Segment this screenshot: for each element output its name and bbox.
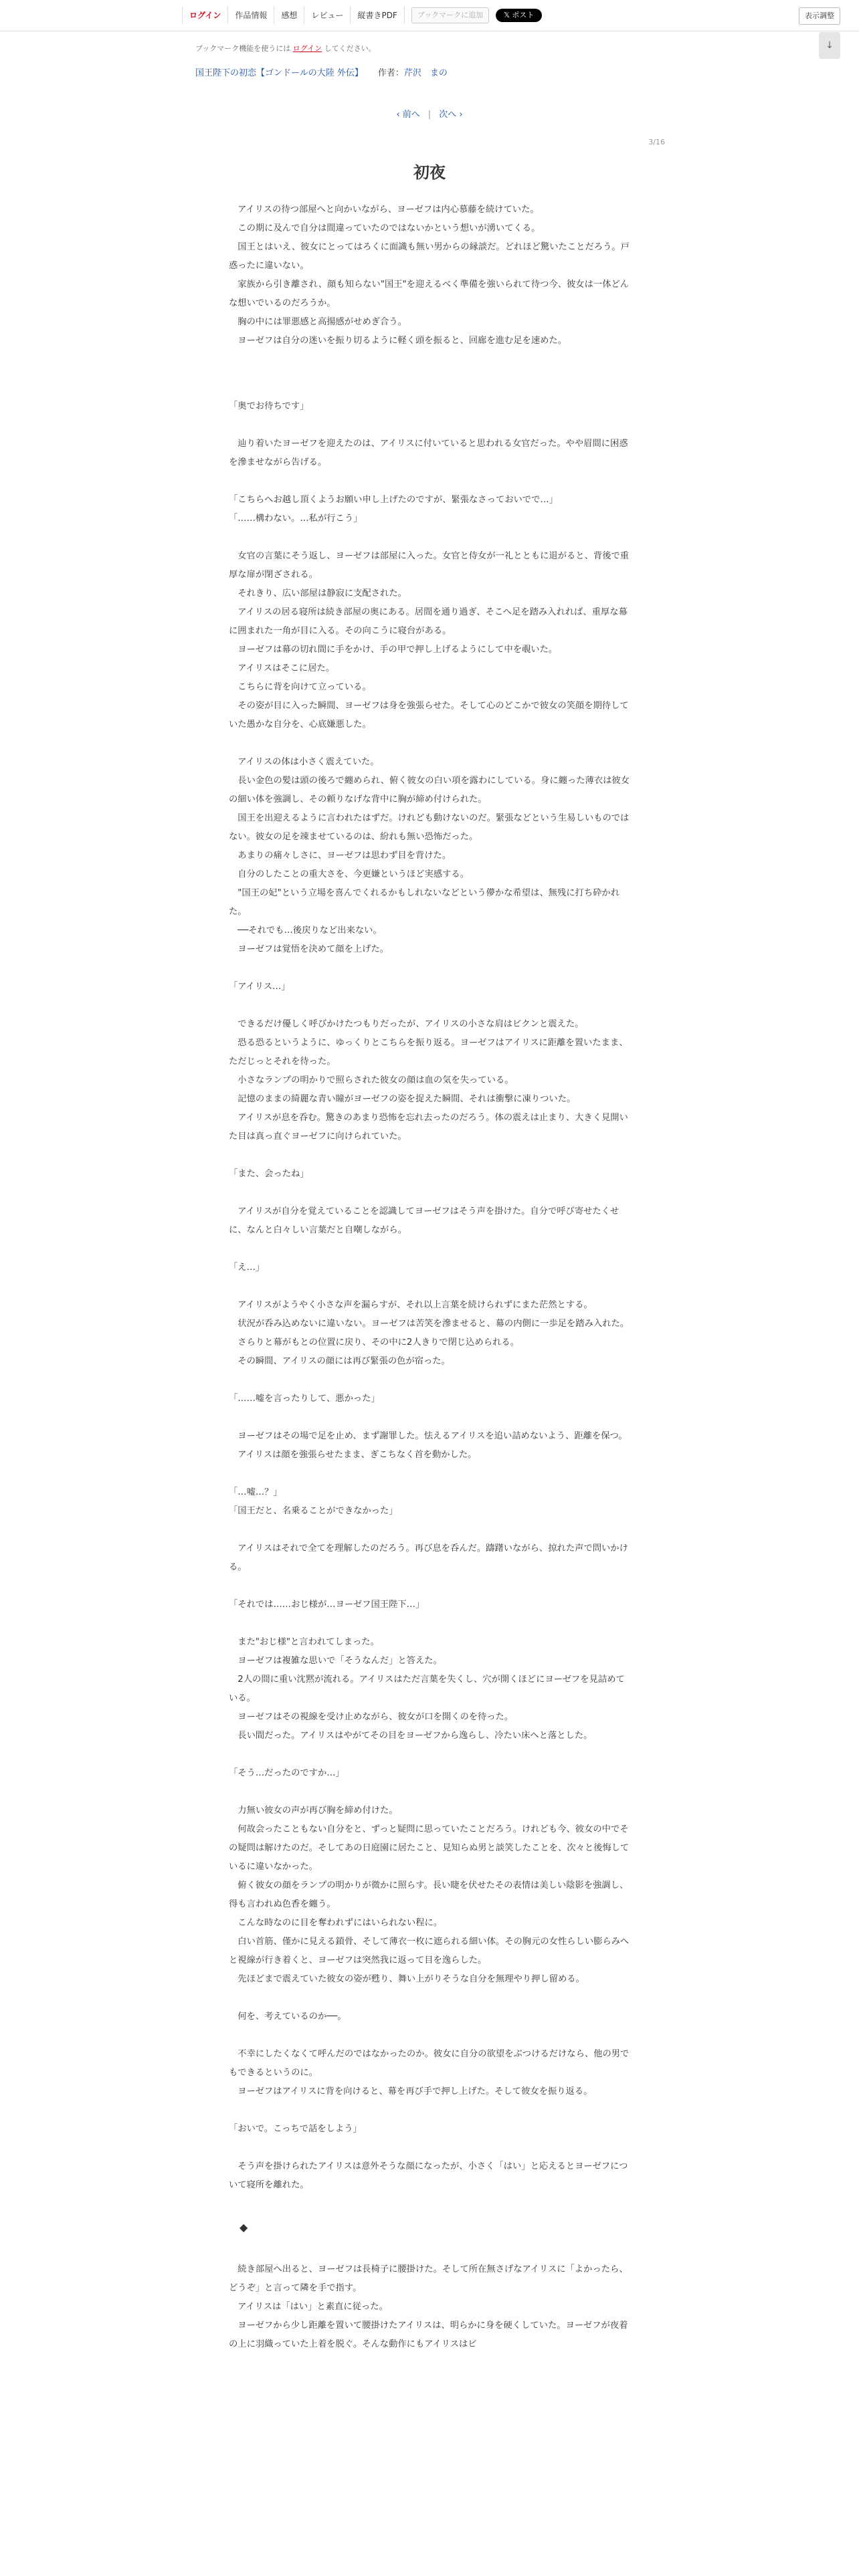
- paragraph: その瞬間、アイリスの顔には再び緊張の色が宿った。: [229, 1356, 450, 1366]
- paragraph: ヨーゼフから少し距離を置いて腰掛けたアイリスは、明らかに身を硬くしていた。ヨーゼフが夜着の上に羽織っていた上着を脱ぐ。そんな動作にもアイリスはビ: [229, 2321, 628, 2349]
- paragraph: 「……嘘を言ったりして、悪かった」: [229, 1394, 380, 1404]
- paragraph: ヨーゼフはアイリスに背を向けると、幕を再び手で押し上げた。そして彼女を振り返る。: [229, 2086, 593, 2097]
- paragraph: アイリスは「はい」と素直に従った。: [229, 2302, 388, 2312]
- paragraph: 辿り着いたヨーゼフを迎えたのは、アイリスに付いていると思われる女官だった。やや眉間に困惑を滲ませながら告げる。: [229, 439, 628, 467]
- paragraph: 自分のしたことの重大さを、今更嫌というほど実感する。: [229, 869, 470, 879]
- paragraph: ヨーゼフは幕の切れ間に手をかけ、手の甲で押し上げるようにして中を覗いた。: [229, 645, 558, 655]
- top-navigation-bar: [0, 0, 859, 31]
- blank-line: [229, 1783, 630, 1802]
- paragraph: ──それでも…後戻りなど出来ない。: [229, 926, 382, 936]
- paragraph: 俯く彼女の顔をランプの明かりが微かに照らす。長い睫を伏せたその表情は美しい陰影を強調し、得も言われぬ色香を纏う。: [229, 1881, 629, 1909]
- paragraph: 「奥でお待ちです」: [229, 401, 309, 411]
- chapter-title: 初夜: [413, 163, 446, 182]
- vertical-pdf-link[interactable]: 縦書きPDF: [351, 7, 404, 24]
- paragraph: アイリスは顔を強張らせたまま、ぎこちなく首を動かした。: [229, 1450, 477, 1460]
- blank-line: [229, 1277, 630, 1296]
- paragraph: 記憶のままの綺麗な青い瞳がヨーゼフの姿を捉えた瞬間、それは衝撃に凍りついた。: [229, 1094, 576, 1104]
- login-notice: ブックマーク機能を使うには ログイン してください。: [195, 44, 376, 53]
- paragraph: 小さなランプの明かりで照らされた彼女の顔は血の気を失っている。: [229, 1075, 514, 1085]
- blank-line: [229, 1146, 630, 1165]
- paragraph: 状況が呑み込めないに違いない。ヨーゼフは苦笑を滲ませると、幕の内側に一歩足を踏み入れた。: [229, 1319, 630, 1329]
- paragraph: 白い首筋、僅かに見える鎖骨、そして薄衣一枚に遮られる細い体。その胸元の女性らしい膨らみへと視線が行き着くと、ヨーゼフは突然我に返って目を逸らした。: [229, 1937, 630, 1965]
- blank-line: [229, 996, 630, 1015]
- work-meta: [195, 66, 448, 78]
- blank-line: [229, 1521, 630, 1539]
- paragraph: 「国王だと、名乗ることができなかった」: [229, 1506, 398, 1516]
- paragraph: 不幸にしたくなくて呼んだのではなかったのか。彼女に自分の欲望をぶつけるだけなら、他の男でもできるというのに。: [229, 2049, 630, 2078]
- blank-line: [229, 2195, 630, 2214]
- login-link[interactable]: ログイン: [182, 7, 228, 24]
- blank-line: [229, 350, 630, 369]
- blank-line: [229, 2101, 630, 2120]
- paragraph: 2人の間に重い沈黙が流れる。アイリスはただ言葉を失くし、穴が開くほどにヨーゼフを見詰めている。: [229, 1675, 625, 1703]
- paragraph: この期に及んで自分は間違っていたのではないかという想いが湧いてくる。: [229, 223, 541, 233]
- notice-login-link[interactable]: ログイン: [292, 44, 322, 53]
- paragraph: 何を、考えているのか──。: [229, 2012, 347, 2022]
- blank-line: [229, 1371, 630, 1390]
- paragraph: 女官の言葉にそう返し、ヨーゼフは部屋に入った。女官と侍女が一礼とともに退がると、背後で重厚な扉が閉ざされる。: [229, 551, 630, 580]
- blank-line: [229, 1614, 630, 1633]
- paragraph: こんな時なのに目を奪われずにはいられない程に。: [229, 1918, 443, 1928]
- work-info-link[interactable]: 作品情報: [228, 7, 274, 24]
- blank-line: [229, 959, 630, 978]
- blank-line: [229, 1989, 630, 2008]
- paragraph: 胸の中には罪悪感と高揚感がせめぎ合う。: [229, 317, 407, 327]
- paragraph: ヨーゼフはその視線を受け止めながら、彼女が口を開くのを待った。: [229, 1712, 514, 1722]
- blank-line: [229, 2026, 630, 2045]
- paragraph: 「また、会ったね」: [229, 1169, 309, 1179]
- paragraph: できるだけ優しく呼びかけたつもりだったが、アイリスの小さな肩はビクンと震えた。: [229, 1019, 584, 1029]
- paragraph: アイリスが自分を覚えていることを認識してヨーゼフはそう声を掛けた。自分で呼び寄せたくせに、なんと白々しい言葉だと自嘲しながら。: [229, 1206, 619, 1235]
- paragraph: 「こちらへお越し頂くようお願い申し上げたのですが、緊張なさっておいでで…」: [229, 495, 558, 505]
- blank-line: [229, 734, 630, 753]
- review-link[interactable]: レビュー: [304, 7, 351, 24]
- blank-line: [229, 1408, 630, 1427]
- paragraph: 長い金色の髪は頭の後ろで纏められ、俯く彼女の白い項を露わにしている。身に纏った薄衣は彼女の細い体を強調し、その頼りなげな背中に胸が締め付けられた。: [229, 776, 630, 804]
- bookmark-add-button[interactable]: ブックマークに追加: [411, 7, 489, 23]
- blank-line: [229, 1240, 630, 1259]
- display-settings-button[interactable]: 表示調整: [799, 7, 840, 25]
- paragraph: 家族から引き離され、顔も知らない"国王"を迎えるべく準備を強いられて待つ今、彼女は一体どんな想いでいるのだろうか。: [229, 280, 630, 308]
- section-gap: [229, 369, 630, 397]
- paragraph: アイリスはそこに居た。: [229, 663, 335, 673]
- paragraph: ヨーゼフは複雑な思いで「そうなんだ」と答えた。: [229, 1656, 442, 1666]
- paragraph: アイリスの待つ部屋へと向かいながら、ヨーゼフは内心慕藤を続けていた。: [229, 205, 539, 215]
- page-number: 3/16: [648, 138, 665, 146]
- paragraph: 恐る恐るというように、ゆっくりとこちらを振り返る。ヨーゼフはアイリスに距離を置いたまま、ただじっとそれを待った。: [229, 1038, 628, 1067]
- paragraph: 「……構わない。…私が行こう」: [229, 514, 363, 524]
- paragraph: ヨーゼフは覚悟を決めて顔を上げた。: [229, 944, 389, 954]
- paragraph: アイリスが息を呑む。驚きのあまり恐怖を忘れ去ったのだろう。体の震えは止まり、大きく見開いた目は真っ直ぐヨーゼフに向けられていた。: [229, 1113, 628, 1142]
- blank-line: [229, 2242, 630, 2260]
- x-share-button[interactable]: 𝕏 ポスト: [496, 9, 542, 22]
- author-label: 作者：: [377, 68, 404, 78]
- paragraph: ヨーゼフはその場で足を止め、まず謝罪した。怯えるアイリスを追い詰めないよう、距離を保つ。: [229, 1431, 628, 1441]
- blank-line: [229, 1745, 630, 1764]
- paragraph: ヨーゼフは自分の迷いを振り切るように軽く頭を振ると、回廊を進む足を速めた。: [229, 336, 567, 346]
- paragraph: アイリスはそれで全てを理解したのだろう。再び息を呑んだ。躊躇いながら、掠れた声で問いかける。: [229, 1543, 628, 1572]
- paragraph: 「そう…だったのですか…」: [229, 1768, 345, 1778]
- paragraph: あまりの痛々しさに、ヨーゼフは思わず目を背けた。: [229, 851, 452, 861]
- blank-line: [229, 472, 630, 491]
- blank-line: [229, 1577, 630, 1596]
- paragraph: アイリスがようやく小さな声を漏らすが、それ以上言葉を続けられずにまた茫然とする。: [229, 1300, 593, 1310]
- paragraph: "国王の妃"という立場を喜んでくれるかもしれないなどという儚かな希望は、無残に打ち砕かれた。: [229, 888, 619, 917]
- blank-line: [229, 2139, 630, 2157]
- paragraph: アイリスの居る寝所は続き部屋の奥にある。居間を通り過ぎ、そこへ足を踏み入れれば、重厚な幕に囲まれた一角が目に入る。その向こうに寝台がある。: [229, 607, 628, 636]
- paragraph: さらりと幕がもとの位置に戻り、その中に2人きりで閉じ込められる。: [229, 1337, 519, 1348]
- paragraph: また"おじ様"と言われてしまった。: [229, 1637, 379, 1647]
- paragraph: その姿が目に入った瞬間、ヨーゼフは身を強張らせた。そして心のどこかで彼女の笑顔を期待していた愚かな自分を、心底嫌悪した。: [229, 701, 629, 730]
- paragraph: こちらに背を向けて立っている。: [229, 682, 371, 692]
- next-chapter-link[interactable]: 次へ ›: [439, 110, 463, 120]
- blank-line: [229, 528, 630, 547]
- paragraph: アイリスの体は小さく震えていた。: [229, 757, 379, 767]
- scroll-down-button[interactable]: [819, 32, 840, 59]
- scene-break: ◆: [240, 2221, 248, 2234]
- paragraph: 「おいで。こっちで話をしよう」: [229, 2124, 362, 2134]
- paragraph: それきり、広い部屋は静寂に支配された。: [229, 588, 407, 599]
- prev-chapter-link[interactable]: ‹ 前へ: [396, 110, 420, 120]
- paragraph: 何故会ったこともない自分をと、ずっと疑問に思っていたことだろう。けれども今、彼女の中でその疑問は解けたのだ。そしてあの日庭園に居たこと、見知らぬ男と談笑したことを、次々と後悔しているに違いなかった。: [229, 1824, 630, 1872]
- series-title-link[interactable]: 国王陛下の初恋【ゴンドールの大陸 外伝】: [195, 68, 363, 78]
- paragraph: 「…嘘…？」: [229, 1487, 282, 1497]
- paragraph: 先ほどまで震えていた彼女の姿が甦り、舞い上がりそうな自分を無理やり押し留める。: [229, 1974, 585, 1984]
- paragraph: そう声を掛けられたアイリスは意外そうな顔になったが、小さく「はい」と応えるとヨーゼフについて寝所を離れた。: [229, 2161, 628, 2190]
- chapter-pager: ‹ 前へ | 次へ ›: [396, 110, 463, 120]
- paragraph: 長い間だった。アイリスはやがてその目をヨーゼフから逸らし、冷たい床へと落とした。: [229, 1731, 593, 1741]
- novel-body: [229, 201, 630, 2354]
- blank-line: [229, 416, 630, 435]
- paragraph: 続き部屋へ出ると、ヨーゼフは長椅子に腰掛けた。そして所在無さげなアイリスに「よかったら、どうぞ」と言って隣を手で指す。: [229, 2264, 628, 2293]
- chevron-down-icon: ↓: [826, 40, 834, 51]
- paragraph: 国王とはいえ、彼女にとってはろくに面識も無い男からの縁談だ。どれほど驚いたことだろう。戸惑ったに違いない。: [229, 242, 630, 271]
- paragraph: 国王を出迎えるように言われたはずだ。けれども動けないのだ。緊張などという生易しいものではない。彼女の足を竦ませているのは、紛れも無い恐怖だった。: [229, 813, 630, 842]
- paragraph: 力無い彼女の声が再び胸を締め付けた。: [229, 1806, 398, 1816]
- paragraph: 「アイリス…」: [229, 982, 290, 992]
- paragraph: 「それでは……おじ様が…ヨーゼフ国王陛下…」: [229, 1600, 425, 1610]
- author-link[interactable]: 芹沢 まの: [403, 68, 448, 78]
- paragraph: 「え…」: [229, 1263, 265, 1273]
- blank-line: [229, 1184, 630, 1202]
- impressions-link[interactable]: 感想: [274, 7, 304, 24]
- nav-menu: [182, 7, 542, 24]
- blank-line: [229, 1465, 630, 1483]
